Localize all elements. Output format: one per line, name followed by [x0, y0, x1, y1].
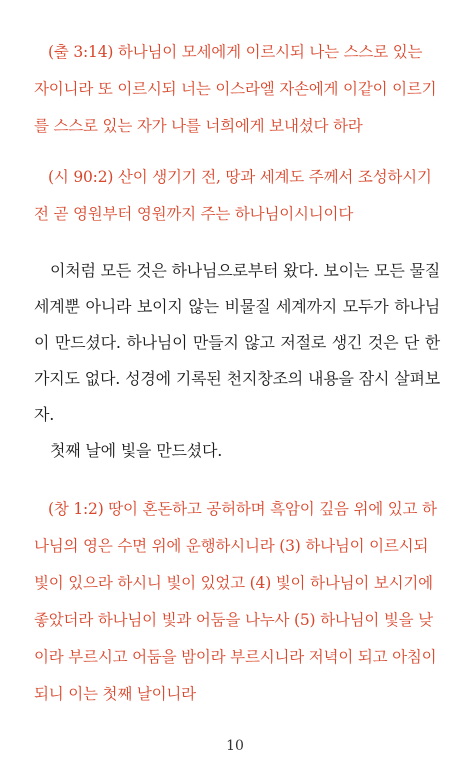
page-number: 10 — [226, 738, 244, 754]
scripture-quote-exodus: (출 3:14) 하나님이 모세에게 이르시되 나는 스스로 있는 자이니라 또 이르시되 너는 이스라엘 자손에게 이같이 이르기를 스스로 있는 자가 나를 너희에게 보내셨다 하라 — [34, 43, 437, 135]
body-paragraph-first-day: 첫째 날에 빛을 만드셨다. — [50, 441, 223, 460]
scripture-quote-genesis: (창 1:2) 땅이 혼돈하고 공허하며 흑암이 깊음 위에 있고 하나님의 영은 수면 위에 운행하시니라 (3) 하나님이 이르시되 빛이 있으라 하시니 빛이 있었고 (4) 빛이 하나님이 보시기에 좋았더라 하나님이 빛과 어둠을 나누사 (5) 하나님이 빛을 낮이라 부르시고 어둠을 밤이라 부르시니라 저녁이 되고 아침이 되니 이는 첫째 날이니라 — [34, 500, 437, 703]
body-paragraph-creation: 이처럼 모든 것은 하나님으로부터 왔다. 보이는 모든 물질세계뿐 아니라 보이지 않는 비물질 세계까지 모두가 하나님이 만드셨다. 하나님이 만들지 않고 저절로 생긴 것은 단 한 가지도 없다. 성경에 기록된 천지창조의 내용을 잠시 살펴보자. — [34, 261, 440, 424]
scripture-quote-psalm: (시 90:2) 산이 생기기 전, 땅과 세계도 주께서 조성하시기 전 곧 영원부터 영원까지 주는 하나님이시니이다 — [34, 168, 432, 223]
